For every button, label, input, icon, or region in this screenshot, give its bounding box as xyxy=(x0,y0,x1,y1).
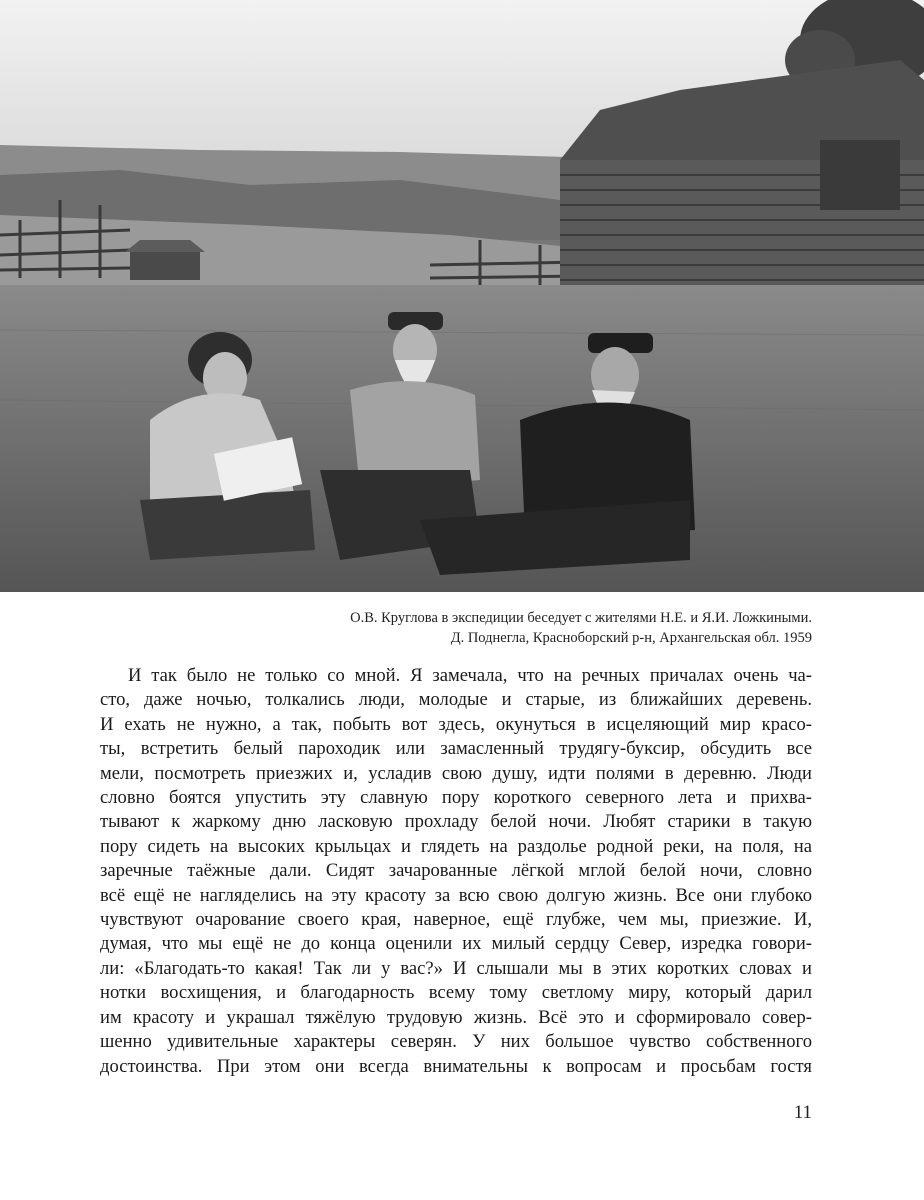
text-line: думая, что мы ещё не до конца оценили их милый сердцу Север, изредка говори- xyxy=(100,933,812,955)
text-line: пору сидеть на высоких крыльцах и глядеть на раздолье родной реки, на поля, на xyxy=(100,835,812,857)
text-line: мели, посмотреть приезжих и, усладив свою душу, идти полями в деревню. Люди xyxy=(100,762,812,784)
text-line: чувствуют очарование своего края, наверное, ещё глубже, чем мы, приезжие. И, xyxy=(100,909,812,931)
caption-line-2: Д. Поднегла, Красноборский р-н, Архангельская обл. 1959 xyxy=(450,630,812,646)
caption-line-1: О.В. Круглова в экспедиции беседует с жителями Н.Е. и Я.И. Ложкиными. xyxy=(350,610,812,626)
text-line: нотки восхищения, и благодарность всему тому светлому миру, который дарил xyxy=(100,982,812,1004)
text-line: им красоту и украшал тяжёлую трудовую жизнь. Всё это и сформировало совер- xyxy=(100,1006,812,1028)
body-paragraph xyxy=(100,664,812,1079)
photograph xyxy=(0,0,924,592)
text-line: И так было не только со мной. Я замечала, что на речных причалах очень ча- xyxy=(128,665,812,686)
text-line: ты, встретить белый пароходик или замасленный трудягу-буксир, обсудить все xyxy=(100,738,812,760)
text-line: словно боятся упустить эту славную пору короткого северного лета и прихва- xyxy=(100,787,812,809)
text-line: шенно удивительные характеры северян. У них большое чувство собственного xyxy=(100,1031,812,1053)
text-line: заречные таёжные дали. Сидят зачарованные лёгкой мглой белой ночи, словно xyxy=(100,860,812,882)
photo-caption xyxy=(192,608,812,648)
text-line: достоинства. При этом они всегда внимательны к вопросам и просьбам гостя xyxy=(100,1055,812,1077)
text-line: сто, даже ночью, толкались люди, молодые и старые, из ближайших деревень. xyxy=(100,689,812,711)
text-line: всё ещё не нагляделись на эту красоту за всю свою долгую жизнь. Все они глубоко xyxy=(100,884,812,906)
text-line: ли: «Благодать-то какая! Так ли у вас?» И слышали мы в этих коротких словах и xyxy=(100,957,812,979)
text-line: тывают к жаркому дню ласковую прохладу белой ночи. Любят старики в такую xyxy=(100,811,812,833)
photo-illustration xyxy=(0,0,924,592)
text-line: И ехать не нужно, а так, побыть вот здесь, окунуться в исцеляющий мир красо- xyxy=(100,713,812,735)
page-number: 11 xyxy=(793,1102,812,1123)
